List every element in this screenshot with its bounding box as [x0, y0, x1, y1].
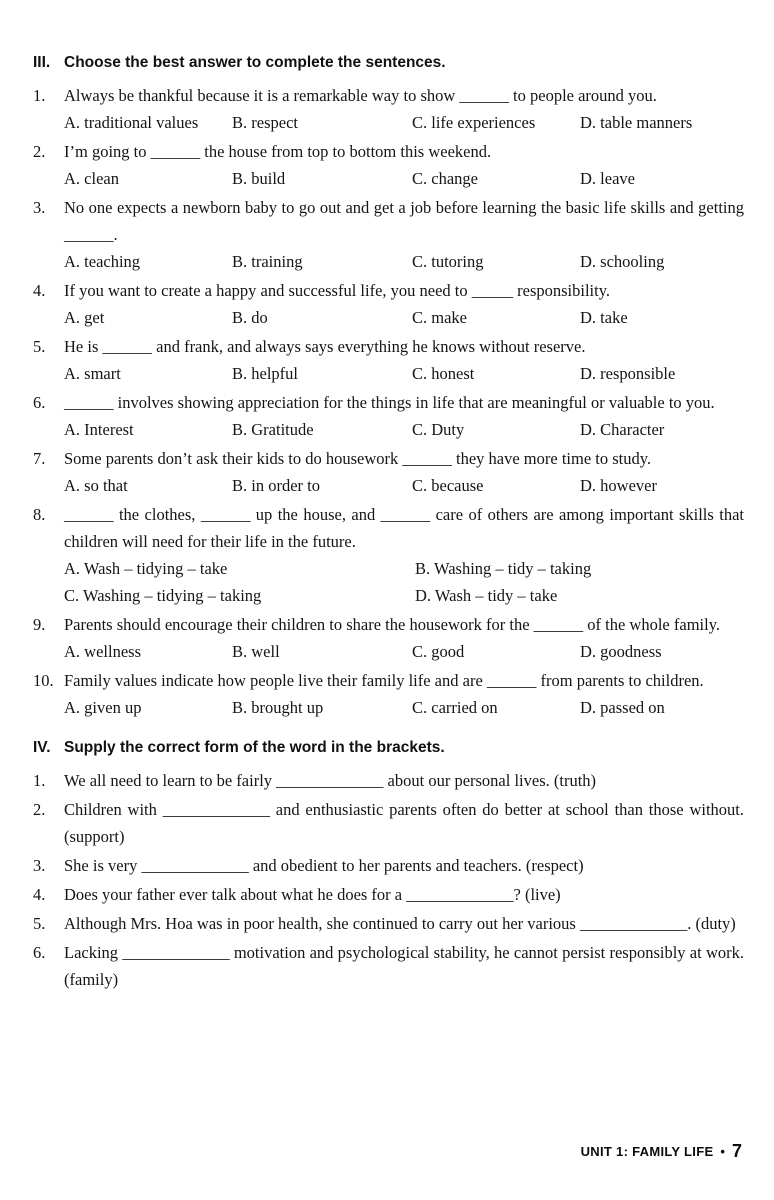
- answer-option: D. leave: [580, 169, 635, 188]
- footer-page-number: 7: [731, 1141, 742, 1161]
- answer-option: C. honest: [412, 364, 475, 383]
- question-body: [64, 389, 744, 443]
- exercise-section: [33, 52, 744, 721]
- section-header: [33, 52, 744, 73]
- question: [33, 277, 744, 331]
- answer-option: A. so that: [64, 476, 128, 495]
- answer-option: B. build: [232, 169, 286, 188]
- question-body: [64, 881, 744, 908]
- answer-option: B. training: [232, 252, 303, 271]
- answer-option: A. clean: [64, 169, 119, 188]
- question-number: 9.: [33, 615, 46, 634]
- question-body: [64, 82, 744, 136]
- answer-option: C. Duty: [412, 420, 465, 439]
- question: [33, 852, 744, 879]
- answer-option: B. Gratitude: [232, 420, 314, 439]
- answer-option: A. teaching: [64, 252, 141, 271]
- question-body: [64, 138, 744, 192]
- exercise-section: [33, 737, 744, 993]
- question-number: 3.: [33, 198, 46, 217]
- question-text: No one expects a newborn baby to go out and get a job before learning the basic life skills and getting ______.: [64, 198, 744, 244]
- answer-option: D. responsible: [580, 364, 676, 383]
- question: [33, 389, 744, 443]
- answer-option: B. Washing – tidy – taking: [415, 559, 592, 578]
- question: [33, 82, 744, 136]
- answer-option: C. good: [412, 642, 465, 661]
- question: [33, 611, 744, 665]
- question-number: 3.: [33, 856, 46, 875]
- question-body: [64, 667, 744, 721]
- question-text: Does your father ever talk about what he does for a _____________? (live): [64, 885, 561, 904]
- question-number: 10.: [33, 671, 54, 690]
- question: [33, 881, 744, 908]
- question-body: [64, 767, 744, 794]
- question-text: He is ______ and frank, and always says everything he knows without reserve.: [64, 337, 586, 356]
- question-body: [64, 852, 744, 879]
- answer-option: D. passed on: [580, 698, 665, 717]
- answer-option: C. Washing – tidying – taking: [64, 586, 262, 605]
- answer-option: A. traditional values: [64, 113, 199, 132]
- answer-option: D. however: [580, 476, 657, 495]
- answer-options: [64, 304, 744, 331]
- question-body: [64, 611, 744, 665]
- answer-option: B. helpful: [232, 364, 298, 383]
- footer-unit-label: UNIT 1: FAMILY LIFE: [580, 1144, 714, 1159]
- section-title: Supply the correct form of the word in the brackets.: [64, 739, 445, 756]
- answer-options: [64, 109, 744, 136]
- question-body: [64, 939, 744, 993]
- question: [33, 767, 744, 794]
- question: [33, 138, 744, 192]
- answer-options: [64, 555, 744, 609]
- answer-options: [64, 472, 744, 499]
- section-header: [33, 737, 744, 758]
- question-text: Children with _____________ and enthusiastic parents often do better at school than those without. (support): [64, 800, 744, 846]
- answer-options: [64, 638, 744, 665]
- answer-option: C. life experiences: [412, 113, 536, 132]
- question-text: ______ involves showing appreciation for the things in life that are meaningful or valuable to you.: [64, 393, 715, 412]
- question-number: 6.: [33, 393, 46, 412]
- question: [33, 445, 744, 499]
- question-number: 1.: [33, 771, 46, 790]
- exercise-sections: [33, 52, 744, 993]
- answer-option: D. schooling: [580, 252, 665, 271]
- answer-option: A. Wash – tidying – take: [64, 559, 228, 578]
- question-text: Family values indicate how people live their family life and are ______ from parents to children.: [64, 671, 704, 690]
- question-body: [64, 194, 744, 275]
- answer-option: B. well: [232, 642, 280, 661]
- question-number: 1.: [33, 86, 46, 105]
- answer-options: [64, 165, 744, 192]
- answer-option: A. smart: [64, 364, 121, 383]
- question-text: If you want to create a happy and successful life, you need to _____ responsibility.: [64, 281, 611, 300]
- question: [33, 194, 744, 275]
- question: [33, 939, 744, 993]
- answer-options: [64, 416, 744, 443]
- answer-option: C. make: [412, 308, 467, 327]
- question-body: [64, 277, 744, 331]
- question: [33, 910, 744, 937]
- answer-option: D. table manners: [580, 113, 693, 132]
- question: [33, 333, 744, 387]
- answer-option: C. change: [412, 169, 478, 188]
- question-text: ______ the clothes, ______ up the house, and ______ care of others are among important skills that children will need for their life in the future.: [64, 505, 744, 551]
- question-text: Although Mrs. Hoa was in poor health, she continued to carry out her various _____________. (duty): [64, 914, 736, 933]
- section-number: IV.: [33, 739, 51, 756]
- section-title: Choose the best answer to complete the sentences.: [64, 54, 446, 71]
- answer-option: D. goodness: [580, 642, 662, 661]
- footer-separator-dot: •: [720, 1144, 725, 1159]
- answer-options: [64, 694, 744, 721]
- answer-option: C. tutoring: [412, 252, 484, 271]
- answer-option: D. Wash – tidy – take: [415, 586, 558, 605]
- question: [33, 796, 744, 850]
- question-number: 7.: [33, 449, 46, 468]
- question-number: 2.: [33, 800, 46, 819]
- question-number: 6.: [33, 943, 46, 962]
- question-body: [64, 333, 744, 387]
- question-text: Lacking _____________ motivation and psychological stability, he cannot persist responsibly at work. (family): [64, 943, 744, 989]
- question: [33, 501, 744, 609]
- question-number: 8.: [33, 505, 46, 524]
- question-text: Always be thankful because it is a remarkable way to show ______ to people around you.: [64, 86, 657, 105]
- answer-option: B. in order to: [232, 476, 320, 495]
- question-body: [64, 445, 744, 499]
- question-text: I’m going to ______ the house from top to bottom this weekend.: [64, 142, 492, 161]
- question: [33, 667, 744, 721]
- answer-option: D. take: [580, 308, 628, 327]
- answer-option: B. respect: [232, 113, 298, 132]
- question-number: 2.: [33, 142, 46, 161]
- question-text: Some parents don’t ask their kids to do housework ______ they have more time to study.: [64, 449, 652, 468]
- answer-options: [64, 248, 744, 275]
- answer-option: C. carried on: [412, 698, 498, 717]
- answer-option: A. wellness: [64, 642, 141, 661]
- question-body: [64, 796, 744, 850]
- answer-option: A. given up: [64, 698, 142, 717]
- answer-options: [64, 360, 744, 387]
- question-number: 4.: [33, 885, 46, 904]
- question-number: 5.: [33, 337, 46, 356]
- answer-option: B. brought up: [232, 698, 324, 717]
- section-number: III.: [33, 54, 51, 71]
- answer-option: A. get: [64, 308, 105, 327]
- question-body: [64, 501, 744, 609]
- question-number: 5.: [33, 914, 46, 933]
- question-text: She is very _____________ and obedient to her parents and teachers. (respect): [64, 856, 584, 875]
- question-number: 4.: [33, 281, 46, 300]
- answer-option: D. Character: [580, 420, 665, 439]
- answer-option: B. do: [232, 308, 268, 327]
- question-text: We all need to learn to be fairly _____________ about our personal lives. (truth): [64, 771, 597, 790]
- page-footer: [581, 1141, 742, 1162]
- answer-option: C. because: [412, 476, 484, 495]
- answer-option: A. Interest: [64, 420, 134, 439]
- question-text: Parents should encourage their children to share the housework for the ______ of the whole family.: [64, 615, 720, 634]
- question-body: [64, 910, 744, 937]
